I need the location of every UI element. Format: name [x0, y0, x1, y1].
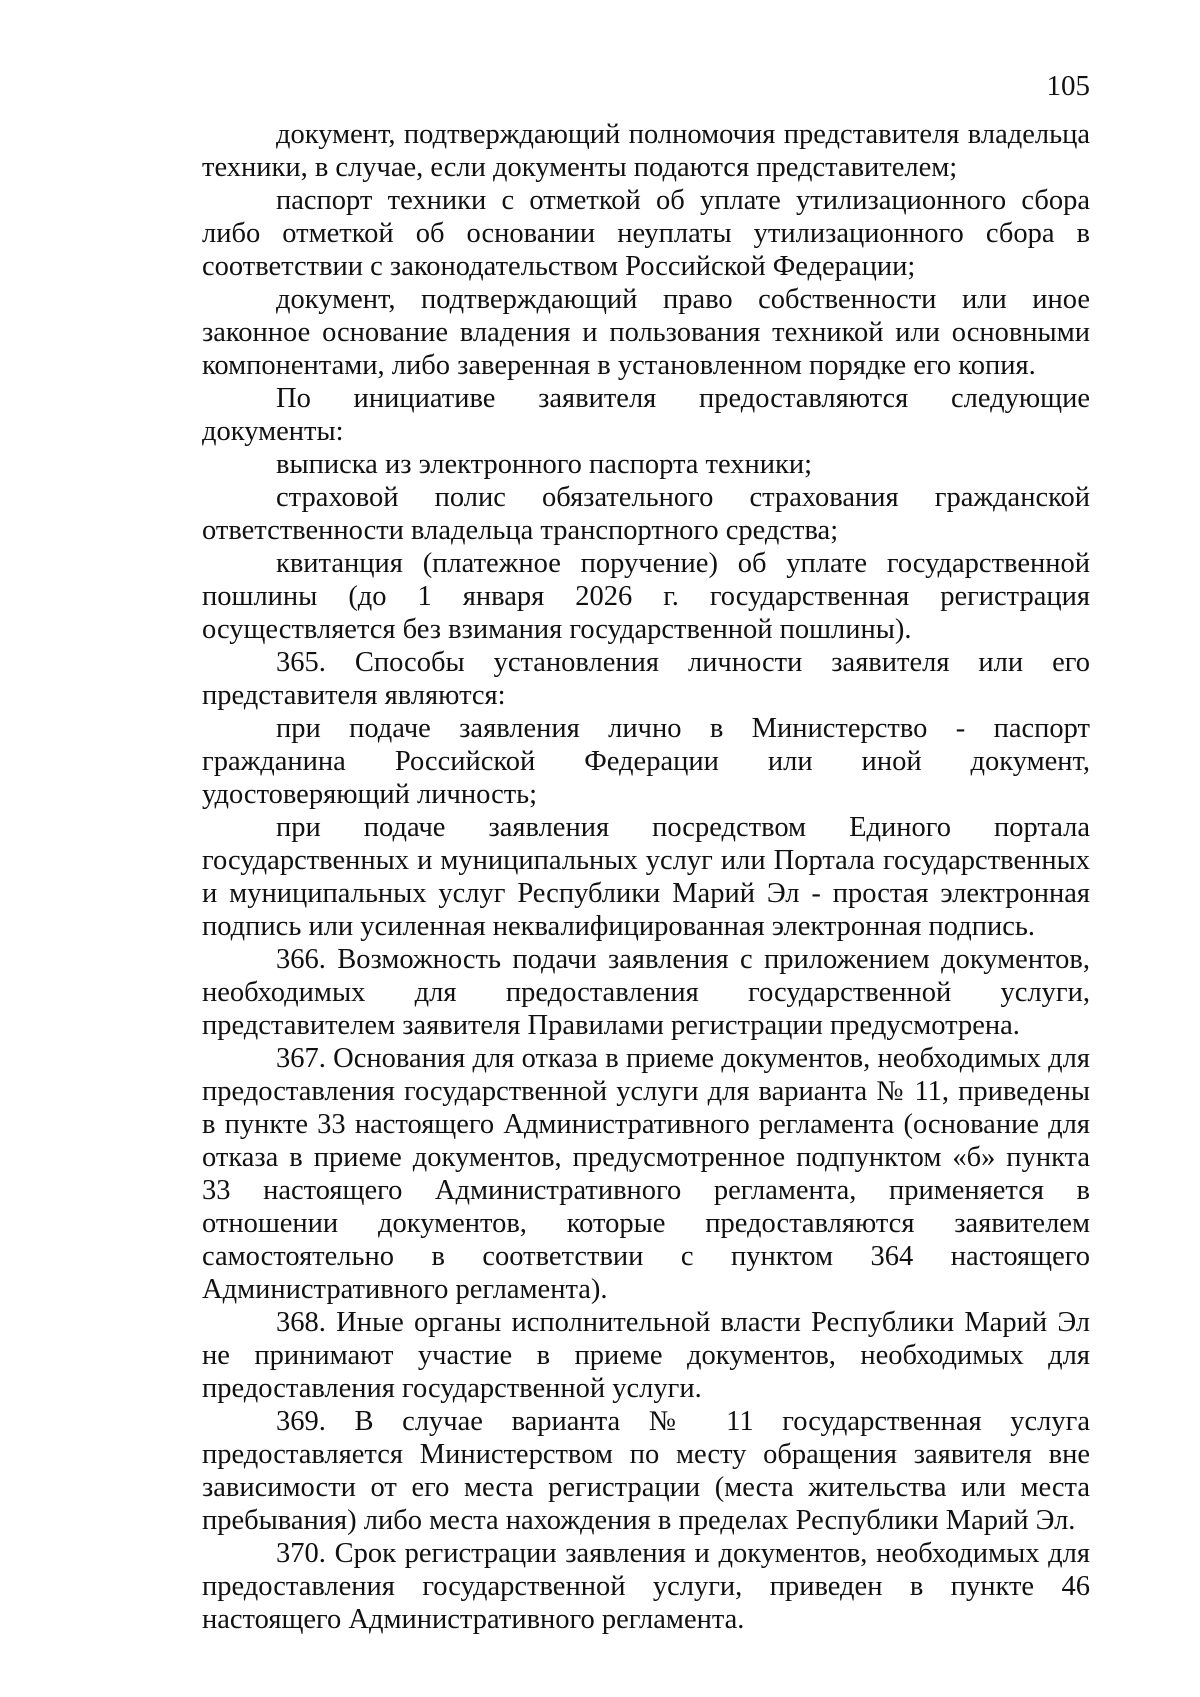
paragraph-online-identification: при подаче заявления посредством Единого портала государственных и муниципальных услуг или Портала государственных и муниципальных услуг Республики Марий Эл - простая электронная подпись или усиленная неквалифицированная электронная подпись. [202, 812, 1090, 942]
paragraph-367-refusal-grounds: 367. Основания для отказа в приеме документов, необходимых для предоставления государственной услуги для варианта № 11, приведены в пункте 33 настоящего Административного регламента (основание для отказа в приеме документов, предусмотренное подпунктом «б» пункта 33 настоящего Административного регламента, применяется в отношении документов, которые предоставляются заявителем самостоятельно в соответствии с пунктом 364 настоящего Административного регламента). [202, 1043, 1090, 1305]
document-body [202, 118, 1090, 1636]
paragraph-electronic-passport-extract: выписка из электронного паспорта техники; [276, 449, 813, 480]
paragraph-insurance-policy: страховой полис обязательного страхования гражданской ответственности владельца транспортного средства; [202, 482, 1090, 546]
paragraph-366-representative-submission: 366. Возможность подачи заявления с приложением документов, необходимых для предоставления государственной услуги, представителем заявителя Правилами регистрации предусмотрена. [202, 944, 1090, 1041]
paragraph-initiative-documents: По инициативе заявителя предоставляются следующие документы: [202, 383, 1090, 447]
paragraph-representative-authority-document: документ, подтверждающий полномочия представителя владельца техники, в случае, если документы подаются представителем; [202, 119, 1090, 183]
paragraph-370-registration-term: 370. Срок регистрации заявления и документов, необходимых для предоставления государственной услуги, приведен в пункте 46 настоящего Административного регламента. [202, 1538, 1090, 1635]
paragraph-equipment-passport: паспорт техники с отметкой об уплате утилизационного сбора либо отметкой об основании неуплаты утилизационного сбора в соответствии с законодательством Российской Федерации; [202, 185, 1090, 282]
paragraph-368-other-authorities: 368. Иные органы исполнительной власти Республики Марий Эл не принимают участие в приеме документов, необходимых для предоставления государственной услуги. [202, 1307, 1090, 1404]
paragraph-365-identification-methods: 365. Способы установления личности заявителя или его представителя являются: [202, 647, 1090, 711]
paragraph-state-duty-receipt: квитанция (платежное поручение) об уплате государственной пошлины (до 1 января 2026 г. государственная регистрация осуществляется без взимания государственной пошлины). [202, 548, 1090, 645]
paragraph-ownership-document: документ, подтверждающий право собственности или иное законное основание владения и пользования техникой или основными компонентами, либо заверенная в установленном порядке его копия. [202, 284, 1090, 381]
paragraph-in-person-identification: при подаче заявления лично в Министерство - паспорт гражданина Российской Федерации или иной документ, удостоверяющий личность; [202, 713, 1090, 810]
page-number: 105 [1046, 70, 1090, 102]
paragraph-369-service-location: 369. В случае варианта № 11 государственная услуга предоставляется Министерством по месту обращения заявителя вне зависимости от его места регистрации (места жительства или места пребывания) либо места нахождения в пределах Республики Марий Эл. [202, 1406, 1090, 1536]
